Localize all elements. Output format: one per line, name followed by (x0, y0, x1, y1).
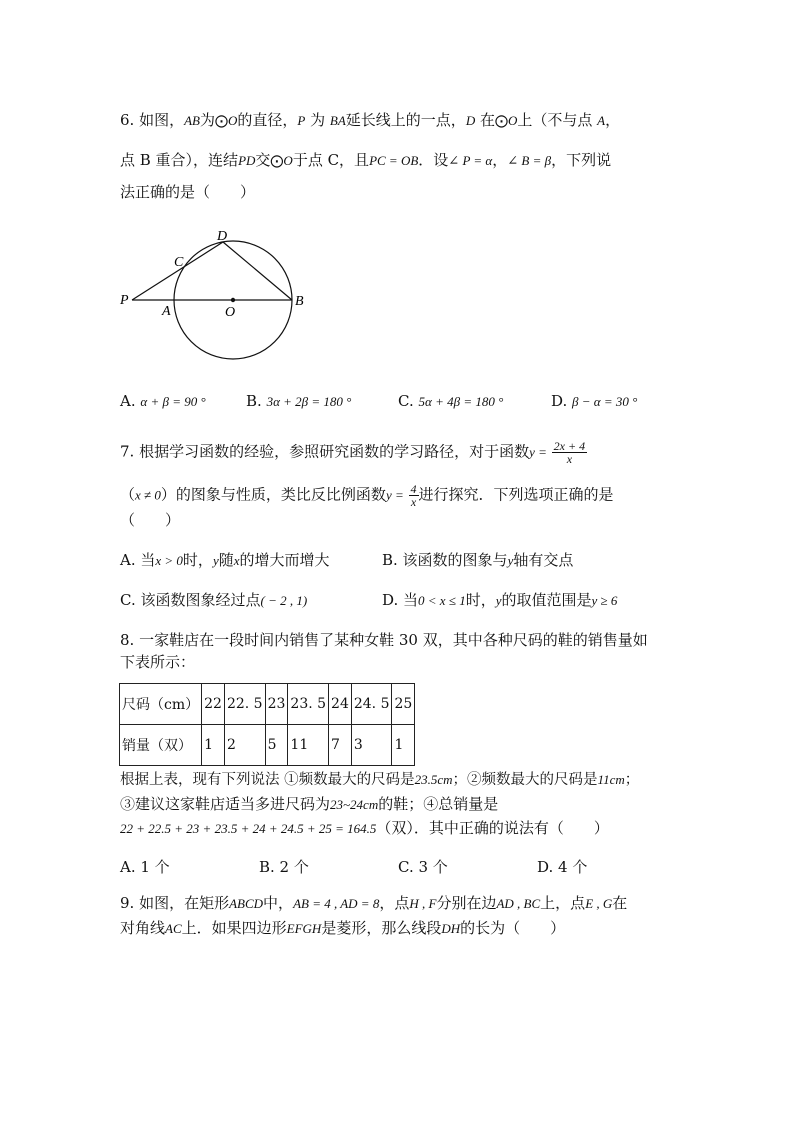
q8-math: 11cm (597, 772, 625, 787)
q7-option-a[interactable] (120, 550, 330, 571)
q7-function-fraction (552, 440, 587, 465)
q7-option-b[interactable] (382, 550, 573, 571)
q6-math: ∠ P = α (448, 153, 493, 168)
q9-math: AB = 4 , AD = 8 (293, 896, 380, 911)
q8-text: ③建议这家鞋店适当多进尺码为 (120, 795, 331, 813)
table-cell: 1 (392, 725, 415, 766)
q8-line-5 (120, 818, 609, 839)
label-b: B (295, 294, 304, 309)
q9-text: 上．如果四边形 (181, 919, 287, 937)
line-db (223, 242, 292, 300)
circle-dot-icon: ⨀ (494, 114, 508, 129)
q8-line-3 (120, 770, 639, 790)
q6-text: 于点 C，且 (292, 151, 370, 169)
q6-line-1 (120, 110, 620, 132)
q8-math: 22 + 22.5 + 23 + 23.5 + 24 + 24.5 + 25 = 164.5 (120, 821, 377, 836)
table-cell: 2 (224, 725, 265, 766)
option-math: 0 < x ≤ 1 (418, 593, 466, 608)
q7-text: 进行探究．下列选项正确的是 (418, 485, 614, 504)
q6-text: 在 (475, 111, 495, 129)
q6-text: ， (492, 151, 508, 169)
option-text: A. 当 (120, 551, 156, 569)
q9-line-1 (120, 893, 627, 914)
table-cell: 11 (288, 725, 329, 766)
q6-text: ，下列说 (551, 151, 612, 169)
fraction-denominator: x (566, 452, 573, 466)
q7-line-1 (120, 440, 587, 465)
q9-text: 是菱形，那么线段 (321, 919, 442, 937)
option-math: y (212, 553, 219, 568)
q9-text: 中， (263, 894, 294, 912)
q6-option-c[interactable] (398, 391, 503, 412)
option-expr: 5α + 4β = 180 ° (418, 394, 504, 409)
q8-option-a[interactable]: A. 1 个 (120, 858, 170, 876)
option-text: 随 (218, 551, 234, 569)
option-text: C. 该函数图象经过点 (120, 591, 261, 609)
q6-option-d[interactable] (551, 391, 637, 412)
table-cell: 7 (329, 725, 352, 766)
q6-geometry-figure (118, 225, 318, 370)
q8-option-c[interactable]: C. 3 个 (398, 858, 448, 876)
q8-text: （双）．其中正确的说法有（ ） (376, 819, 609, 837)
table-cell: 22. 5 (224, 684, 265, 725)
table-header-cell: 销量（双） (120, 725, 202, 766)
q9-line-2 (120, 918, 565, 939)
label-d: D (217, 229, 228, 244)
q9-text: 分别在边 (436, 894, 497, 912)
q6-math: AB (184, 113, 200, 128)
option-math: ( − 2 , 1) (260, 593, 308, 608)
q8-text: ；②频数最大的尺码是 (452, 772, 598, 788)
q6-option-b[interactable] (246, 391, 351, 412)
q6-text: 上（不与点 (517, 111, 598, 129)
option-text: 时， (465, 591, 496, 609)
q6-math: O (228, 113, 238, 128)
q8-text: ； (624, 772, 640, 788)
q6-line-2 (120, 150, 611, 172)
q6-math: BA (329, 113, 346, 128)
option-text: 时， (182, 551, 213, 569)
circle-dot-icon: ⨀ (270, 154, 284, 169)
fraction-numerator: 4 (410, 482, 417, 496)
q6-math: P (297, 113, 306, 128)
label-o: O (225, 305, 236, 320)
q9-math: AD , BC (496, 896, 541, 911)
table-cell: 24. 5 (351, 684, 392, 725)
q7-math: y = (385, 487, 404, 503)
fraction-denominator: x (410, 495, 417, 509)
q6-math: D (465, 113, 476, 128)
option-text: 的取值范围是 (501, 591, 592, 609)
q8-line-2: 下表所示： (120, 653, 196, 671)
q8-math: 23~24cm (330, 797, 379, 812)
label-a: A (162, 304, 171, 319)
q9-math: DH (441, 921, 461, 936)
q6-text: 交 (255, 151, 271, 169)
table-row (120, 725, 415, 766)
q8-option-d[interactable]: D. 4 个 (537, 858, 588, 876)
q6-text: ， (605, 111, 621, 129)
option-expr: 3α + 2β = 180 ° (266, 394, 352, 409)
label-c: C (174, 255, 184, 270)
circle-dot-icon: ⨀ (215, 114, 228, 129)
q6-text: ．设 (418, 151, 449, 169)
q9-math: H , F (409, 896, 437, 911)
option-text: 的增大而增大 (239, 551, 330, 569)
q6-text: 的直径， (237, 111, 298, 129)
q9-text: 上，点 (540, 894, 586, 912)
q9-text: 9. 如图，在矩形 (120, 894, 230, 912)
q7-text: ）的图象与性质，类比反比例函数 (160, 485, 386, 504)
table-header-cell: 尺码（cm） (120, 684, 202, 725)
option-key: D. (551, 392, 568, 410)
q6-text: 点 B 重合），连结 (120, 151, 239, 169)
option-math: y (495, 593, 502, 608)
q6-text: 延长线上的一点， (345, 111, 466, 129)
q7-line-2 (120, 483, 614, 508)
q9-math: AC (165, 921, 182, 936)
table-cell: 25 (392, 684, 415, 725)
q9-text: 在 (612, 894, 628, 912)
q7-math: y = (529, 444, 547, 460)
q6-math: ∠ B = β (507, 153, 552, 168)
q6-math: A (597, 113, 606, 128)
table-cell: 22 (202, 684, 225, 725)
option-text: B. 该函数的图象与 (382, 551, 508, 569)
option-math: y ≥ 6 (591, 593, 618, 608)
q7-option-c[interactable] (120, 590, 307, 611)
option-key: B. (246, 392, 262, 410)
q7-line-3: （ ） (120, 511, 181, 529)
q6-text: 6. 如图， (120, 111, 185, 129)
q9-math: E , G (585, 896, 613, 911)
label-p: P (120, 293, 129, 308)
option-expr: α + β = 90 ° (140, 394, 206, 409)
q6-text: 为 (305, 111, 330, 129)
table-cell: 3 (351, 725, 392, 766)
q8-option-b[interactable]: B. 2 个 (259, 858, 309, 876)
table-cell: 23. 5 (288, 684, 329, 725)
q9-math: ABCD (229, 896, 264, 911)
fraction-numerator: 2x + 4 (553, 439, 586, 453)
table-cell: 24 (329, 684, 352, 725)
option-key: C. (398, 392, 414, 410)
q6-math: O (283, 153, 293, 168)
center-point-icon (231, 298, 235, 302)
q7-text: （ (120, 485, 136, 504)
q8-line-4 (120, 794, 498, 815)
q6-line-3: 法正确的是（ ） (120, 183, 256, 201)
q8-math: 23.5cm (414, 772, 453, 787)
q9-text: 的长为（ ） (460, 919, 566, 937)
q9-text: 对角线 (120, 919, 166, 937)
table-cell: 23 (265, 684, 288, 725)
option-math: x (233, 553, 240, 568)
option-text: D. 当 (382, 591, 419, 609)
q6-math: O (507, 113, 518, 128)
option-text: 轴有交点 (513, 551, 574, 569)
option-key: A. (120, 392, 136, 410)
q7-text: 7. 根据学习函数的经验，参照研究函数的学习路径，对于函数 (120, 442, 530, 461)
q8-text: 根据上表，现有下列说法 ①频数最大的尺码是 (120, 772, 415, 788)
option-expr: β − α = 30 ° (572, 394, 638, 409)
q6-text: 为 (199, 111, 215, 129)
q8-line-1: 8. 一家鞋店在一段时间内销售了某种女鞋 30 双，其中各种尺码的鞋的销售量如 (120, 631, 648, 649)
q7-math: x ≠ 0 (135, 487, 161, 503)
table-cell: 1 (202, 725, 225, 766)
q9-math: EFGH (286, 921, 322, 936)
q6-math: PD (238, 153, 256, 168)
q8-text: 的鞋；④总销量是 (378, 795, 499, 813)
option-math: y (507, 553, 514, 568)
shoe-size-table (119, 683, 415, 766)
q6-option-a[interactable] (120, 391, 206, 412)
table-cell: 5 (265, 725, 288, 766)
q7-inverse-fraction (409, 483, 419, 508)
q6-math: PC = OB (369, 153, 419, 168)
q7-option-d[interactable] (382, 590, 617, 611)
option-math: x > 0 (155, 553, 183, 568)
line-pd (132, 242, 223, 300)
q9-text: ，点 (379, 894, 410, 912)
table-row (120, 684, 415, 725)
